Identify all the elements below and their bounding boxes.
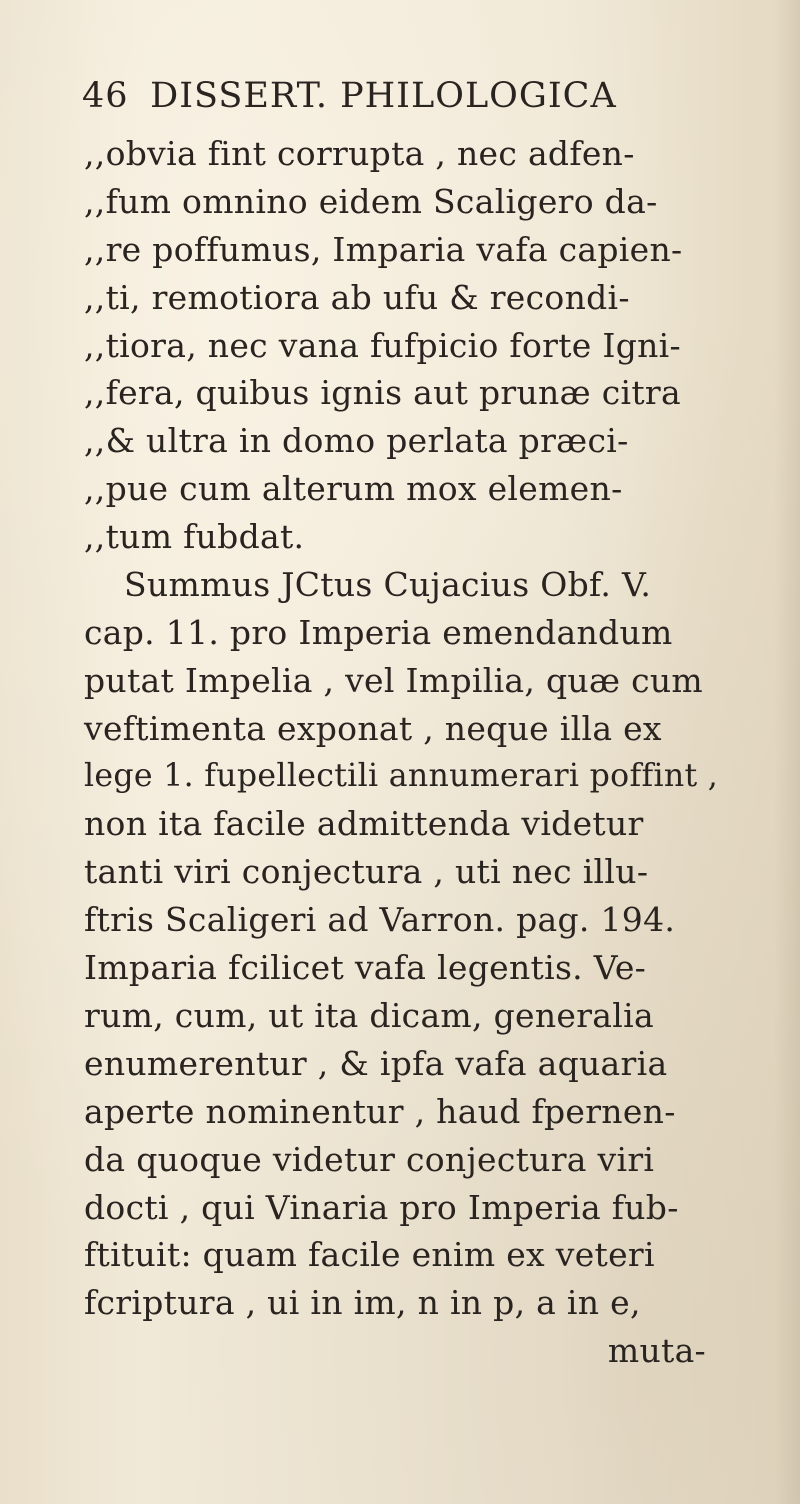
paragraph-start-line: Summus JCtus Cujacius Obf. V. <box>124 565 652 605</box>
catchword: muta- <box>607 1331 706 1371</box>
text-line: da quoque videtur conjectura viri <box>84 1139 655 1179</box>
text-line: aperte nominentur , haud fpernen- <box>84 1091 676 1131</box>
text-line: ,,obvia fint corrupta , nec adfen- <box>84 134 635 173</box>
text-line: veftimenta exponat , neque illa ex <box>84 708 662 748</box>
text-line: rum, cum, ut ita dicam, generalia <box>84 996 654 1036</box>
text-line: ,,fum omnino eidem Scaligero da- <box>84 181 658 221</box>
text-line: cap. 11. pro Imperia emendandum <box>84 612 673 652</box>
running-title: DISSERT. PHILOLOGICA <box>150 76 617 116</box>
text-line: ftris Scaligeri ad Varron. pag. 194. <box>84 900 676 940</box>
text-line: ,,fera, quibus ignis aut prunæ citra <box>84 373 681 413</box>
text-line: ,,ti, remotiora ab ufu & recondi- <box>84 277 630 317</box>
text-line: ,,& ultra in domo perlata præci- <box>84 421 629 461</box>
text-line: ,,tum fubdat. <box>84 517 305 557</box>
text-line: ,,tiora, nec vana fufpicio forte Igni- <box>84 325 681 365</box>
text-line: lege 1. fupellectili annumerari poffint , <box>84 757 719 794</box>
text-line: enumerentur , & ipfa vafa aquaria <box>84 1043 668 1083</box>
text-line: fcriptura , ui in im, n in p, a in e, <box>84 1283 641 1323</box>
page-number: 46 <box>82 76 129 116</box>
body-text <box>84 130 724 1375</box>
text-line: ,,pue cum alterum mox elemen- <box>84 469 623 509</box>
text-line: docti , qui Vinaria pro Imperia fub- <box>84 1187 679 1227</box>
text-line: putat Impelia , vel Impilia, quæ cum <box>84 660 703 700</box>
text-line: tanti viri conjectura , uti nec illu- <box>84 852 649 892</box>
text-line: non ita facile admittenda videtur <box>84 804 644 844</box>
text-line: ,,re poffumus, Imparia vafa capien- <box>84 229 683 269</box>
page-gutter-shadow <box>774 0 800 1504</box>
text-line: Imparia fcilicet vafa legentis. Ve- <box>84 948 647 988</box>
running-header <box>82 72 722 120</box>
text-line: ftituit: quam facile enim ex veteri <box>84 1235 655 1275</box>
